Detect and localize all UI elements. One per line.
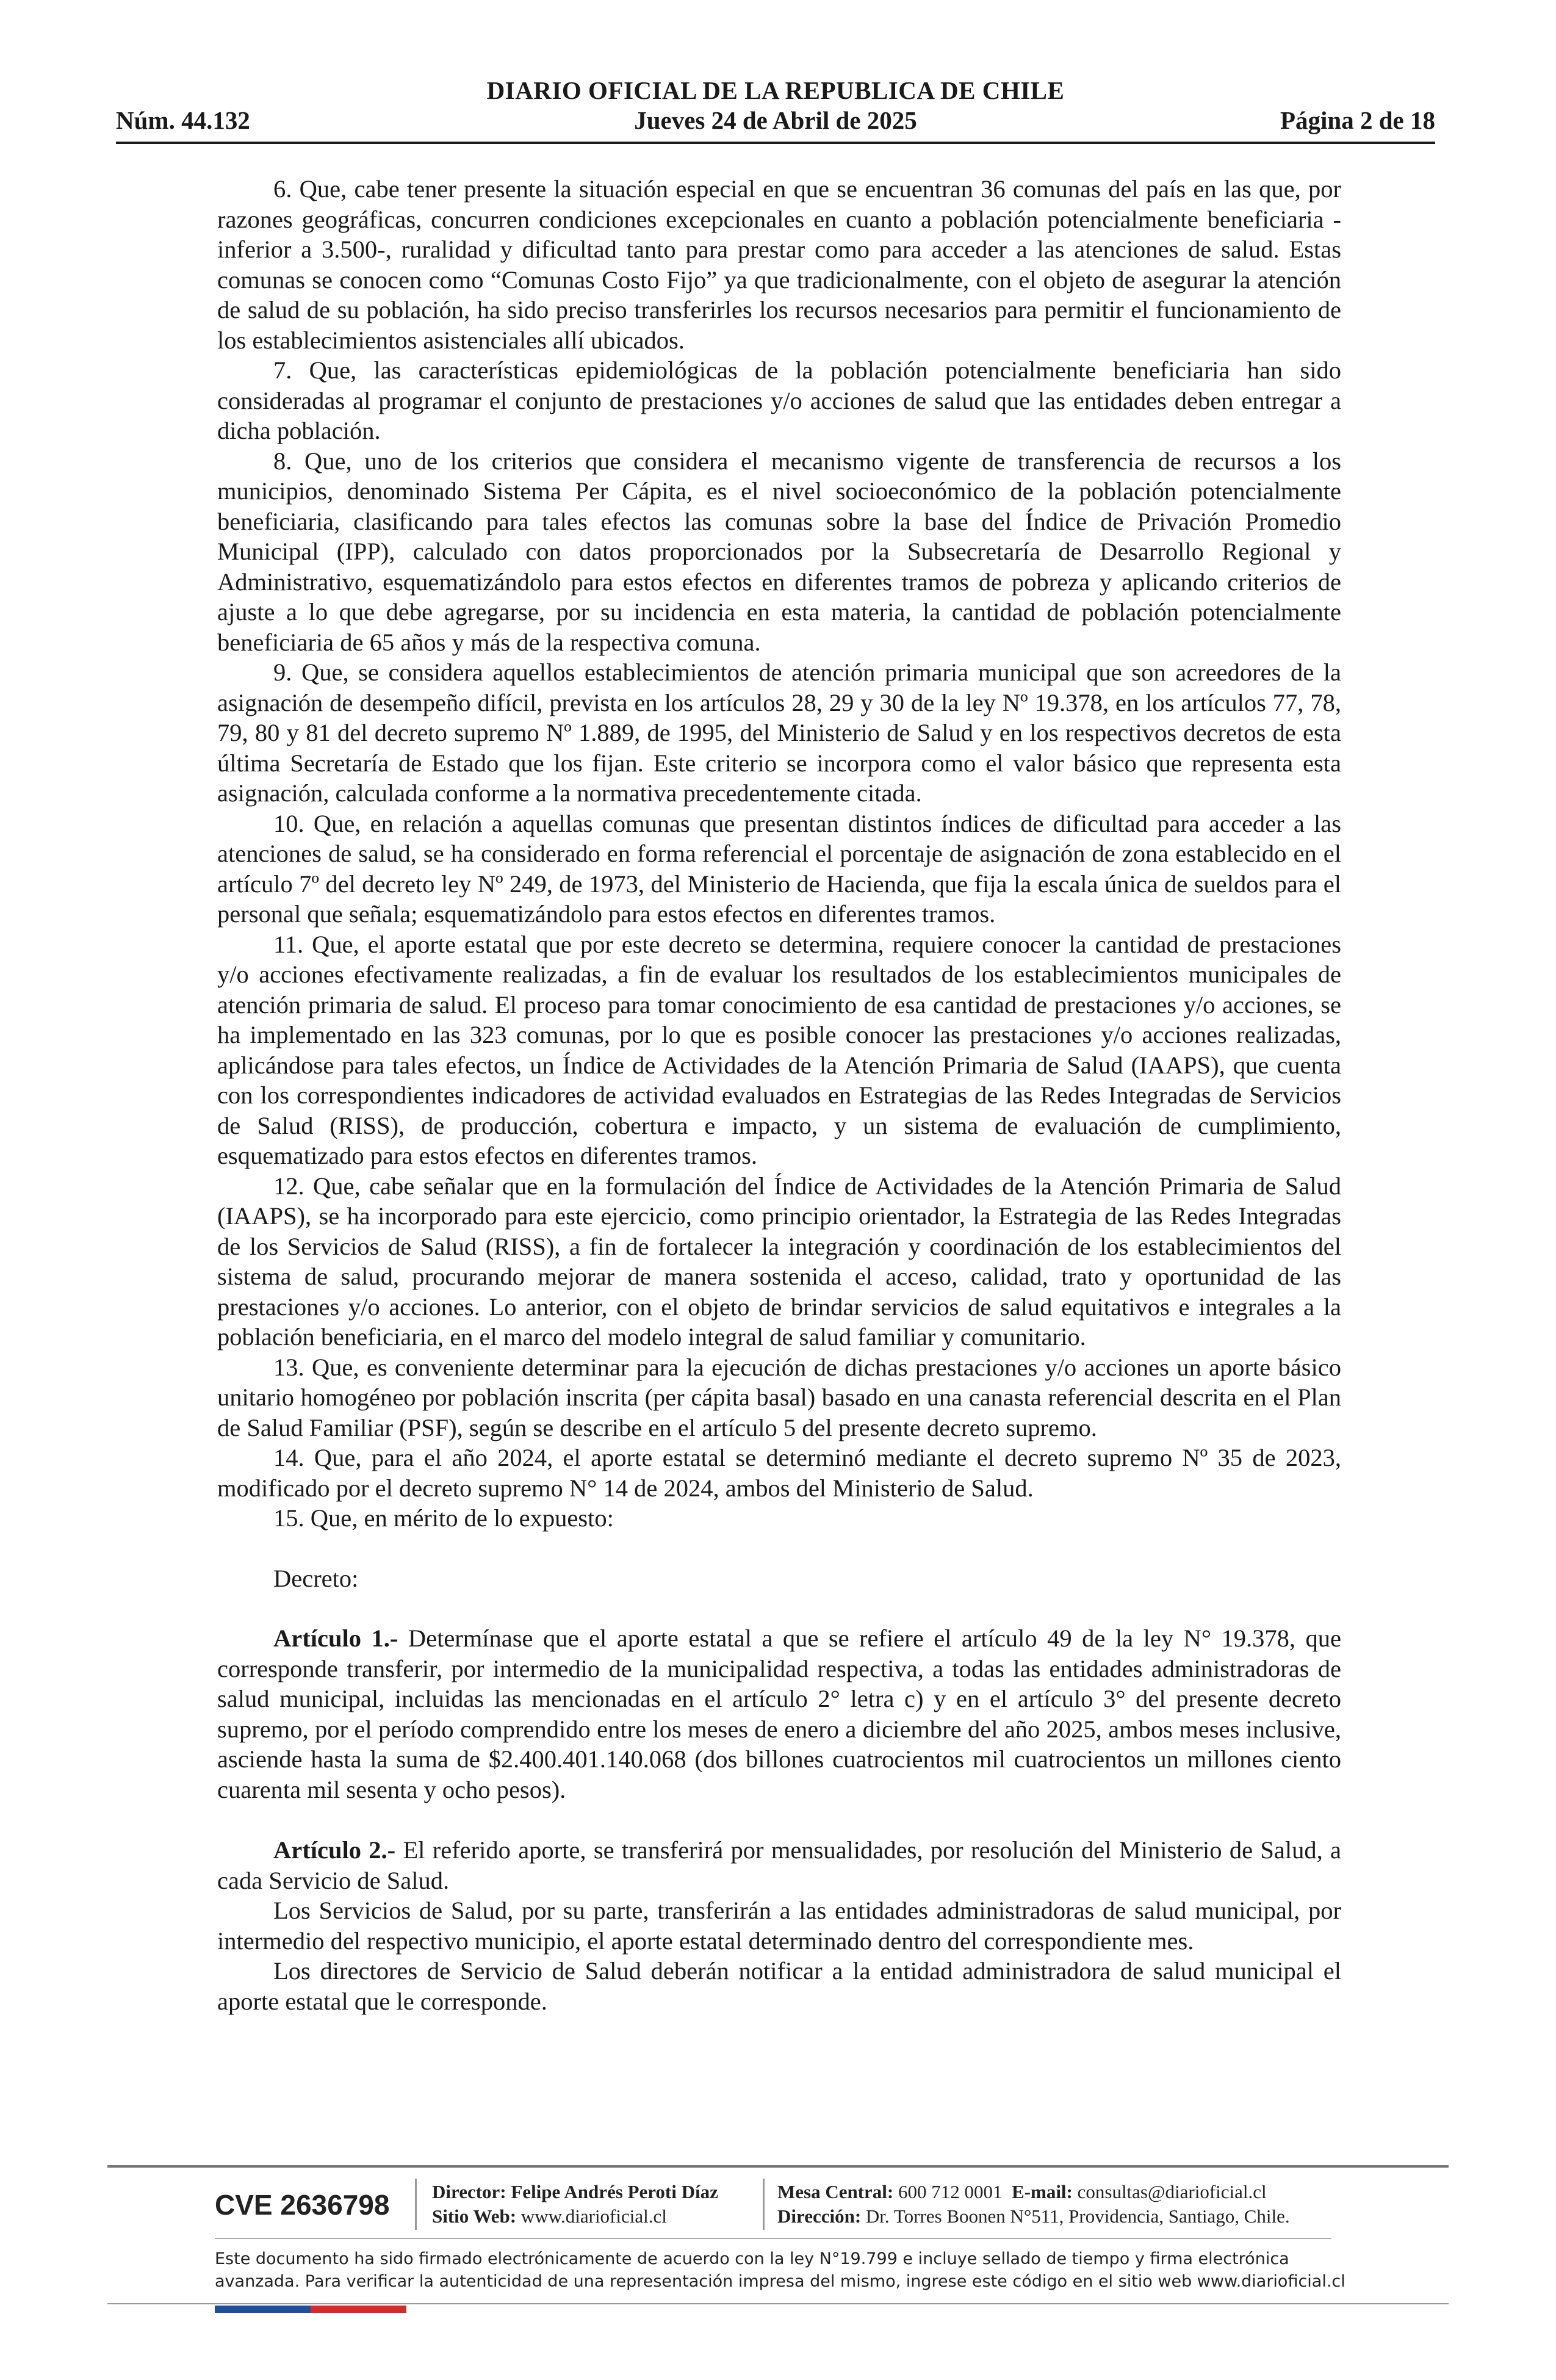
considerando-14: 14. Que, para el año 2024, el aporte estatal se determinó mediante el decreto supremo Nº 35 de 2023, modificado por el decreto supremo N° 14 de 2024, ambos del Ministerio de Salud. — [217, 1444, 1341, 1502]
page-number: Página 2 de 18 — [1280, 106, 1435, 134]
considerando-12: 12. Que, cabe señalar que en la formulación del Índice de Actividades de la Atención Primaria de Salud (IAAPS), se ha incorporado para este ejercicio, como principio orientador, la Estrategia de las Redes Integradas de los Servicios de Salud (RISS), a fin de fortalecer la integración y coordinación de los establecimientos del sistema de salud, procurando mejorar de manera sostenida el acceso, calidad, trato y oportunidad de las prestaciones y/o acciones. Lo anterior, con el objeto de brindar servicios de salud equitativos e integrales a la población beneficiaria, en el marco del modelo integral de salud familiar y comunitario. — [217, 1172, 1341, 1350]
article-1-text: Determínase que el aporte estatal a que se refiere el artículo 49 de la ley N° 19.378, que corresponde transferir, por intermedio de la municipalidad respectiva, a todas las entidades administradoras de salud municipal, incluidas las mencionadas en el artículo 2° letra c) y en el artículo 3° del presente decreto supremo, por el período comprendido entre los meses de enero a diciembre del año 2025, ambos meses inclusive, asciende hasta la suma de $2.400.401.140.068 (dos billones cuatrocientos mil cuatrocientos un millones ciento cuarenta mil sesenta y ocho pesos). — [217, 1625, 1342, 1803]
footer-thin-rule — [215, 2238, 1331, 2239]
director-label: Director: — [432, 2181, 506, 2202]
article-2-text: El referido aporte, se transferirá por mensualidades, por resolución del Ministerio de Salud, a cada Servicio de Salud. — [217, 1836, 1342, 1894]
footer-divider — [415, 2179, 417, 2230]
flag-blue-segment — [215, 2306, 311, 2313]
director-block — [432, 2180, 718, 2229]
article-1 — [217, 1623, 1341, 1805]
article-1-label: Artículo 1.- — [273, 1625, 398, 1652]
email-label: E-mail: — [1012, 2181, 1073, 2202]
document-body — [217, 174, 1341, 2016]
page-footer — [215, 2176, 1374, 2234]
cve-code: CVE 2636798 — [215, 2189, 390, 2221]
considerando-13: 13. Que, es conveniente determinar para la ejecución de dichas prestaciones y/o acciones un aporte básico unitario homogéneo por población inscrita (per cápita basal) basado en una canasta referencial descrita en el Plan de Salud Familiar (PSF), según se describe en el artículo 5 del presente decreto supremo. — [217, 1353, 1341, 1441]
article-2-paragraph: Los Servicios de Salud, por su parte, transferirán a las entidades administradoras de salud municipal, por intermedio del respectivo municipio, el aporte estatal determinado dentro del correspondiente mes. — [217, 1897, 1341, 1955]
publication-title: DIARIO OFICIAL DE LA REPUBLICA DE CHILE — [486, 76, 1065, 104]
considerando-6: 6. Que, cabe tener presente la situación especial en que se encuentran 36 comunas del país en las que, por razones geográficas, concurren condiciones excepcionales en cuanto a población potencialmente beneficiaria -inferior a 3.500-, ruralidad y dificultad tanto para prestar como para acceder a las atenciones de salud. Estas comunas se conocen como “Comunas Costo Fijo” ya que tradicionalmente, con el objeto de asegurar la atención de salud de su población, ha sido preciso transferirles los recursos necesarios para permitir el funcionamiento de los establecimientos asistenciales allí ubicados. — [217, 175, 1341, 354]
issue-date: Jueves 24 de Abril de 2025 — [634, 106, 917, 134]
considerando-9: 9. Que, se considera aquellos establecimientos de atención primaria municipal que son acreedores de la asignación de desempeño difícil, prevista en los artículos 28, 29 y 30 de la ley Nº 19.378, en los artículos 77, 78, 79, 80 y 81 del decreto supremo Nº 1.889, de 1995, del Ministerio de Salud y en los respectivos decretos de esta última Secretaría de Estado que los fijan. Este criterio se incorpora como el valor básico que representa esta asignación, calculada conforme a la normativa precedentemente citada. — [217, 658, 1341, 807]
issue-number: Núm. 44.132 — [116, 106, 250, 134]
email-link[interactable]: consultas@diarioficial.cl — [1077, 2181, 1267, 2202]
considerando-10: 10. Que, en relación a aquellas comunas que presentan distintos índices de dificultad para acceder a las atenciones de salud, se ha considerado en forma referencial el porcentaje de asignación de zona establecido en el artículo 7º del decreto ley Nº 249, de 1973, del Ministerio de Hacienda, que fija la escala única de sueldos para el personal que señala; esquematizándolo para estos efectos en diferentes tramos. — [217, 809, 1341, 928]
considerando-8: 8. Que, uno de los criterios que considera el mecanismo vigente de transferencia de recursos a los municipios, denominado Sistema Per Cápita, es el nivel socioeconómico de la población potencialmente beneficiaria, clasificando para tales efectos las comunas sobre la base del Índice de Privación Promedio Municipal (IPP), calculado con datos proporcionados por la Subsecretaría de Desarrollo Regional y Administrativo, esquematizándolo para estos efectos en diferentes tramos de pobreza y aplicando criterios de ajuste a lo que debe agregarse, por su incidencia en esta materia, la cantidad de población potencialmente beneficiaria de 65 años y más de la respectiva comuna. — [217, 447, 1341, 656]
considerando-11: 11. Que, el aporte estatal que por este decreto se determina, requiere conocer la cantidad de prestaciones y/o acciones efectivamente realizadas, a fin de evaluar los resultados de los establecimientos municipales de atención primaria de salud. El proceso para tomar conocimiento de esa cantidad de prestaciones y/o acciones, se ha implementado en las 323 comunas, por lo que es posible conocer las prestaciones y/o acciones realizadas, aplicándose para tales efectos, un Índice de Actividades de la Atención Primaria de Salud (IAAPS), que cuenta con los correspondientes indicadores de actividad evaluados en Estrategias de las Redes Integradas de Servicios de Salud (RISS), de producción, cobertura e impacto, y un sistema de evaluación de cumplimiento, esquematizado para estos efectos en diferentes tramos. — [217, 930, 1341, 1169]
footer-divider — [763, 2179, 765, 2230]
article-2 — [217, 1835, 1341, 1895]
phone-number: 600 712 0001 — [898, 2181, 1003, 2202]
header-rule — [116, 142, 1435, 144]
address-text: Dr. Torres Boonen N°511, Providencia, Santiago, Chile. — [865, 2205, 1290, 2227]
website-link[interactable]: www.diarioficial.cl — [520, 2205, 667, 2227]
article-2-label: Artículo 2.- — [273, 1836, 396, 1864]
flag-stripe — [215, 2306, 406, 2313]
director-name: Felipe Andrés Peroti Díaz — [511, 2181, 718, 2202]
bottom-rule — [107, 2303, 1449, 2304]
address-label: Dirección: — [777, 2205, 862, 2227]
decreto-label: Decreto: — [273, 1564, 359, 1592]
website-label: Sitio Web: — [432, 2205, 517, 2227]
page-header — [116, 72, 1435, 144]
contact-block — [777, 2180, 1290, 2229]
article-2-paragraph: Los directores de Servicio de Salud deberán notificar a la entidad administradora de salud municipal el aporte estatal que le corresponde. — [217, 1957, 1341, 2015]
flag-red-segment — [311, 2306, 406, 2313]
signature-disclaimer: Este documento ha sido firmado electrónicamente de acuerdo con la ley N°19.799 e incluye sellado de tiempo y firma electrónica avanzada. Para verificar la autenticidad de una representación impresa del mismo, ingrese este código en el sitio web www.diarioficial.cl — [215, 2249, 1345, 2291]
phone-label: Mesa Central: — [777, 2181, 894, 2202]
footer-rule — [107, 2165, 1449, 2168]
considerando-15: 15. Que, en mérito de lo expuesto: — [273, 1504, 614, 1532]
considerando-7: 7. Que, las características epidemiológicas de la población potencialmente beneficiaria han sido consideradas al programar el conjunto de prestaciones y/o acciones de salud que las entidades deben entregar a dicha población. — [217, 356, 1341, 444]
